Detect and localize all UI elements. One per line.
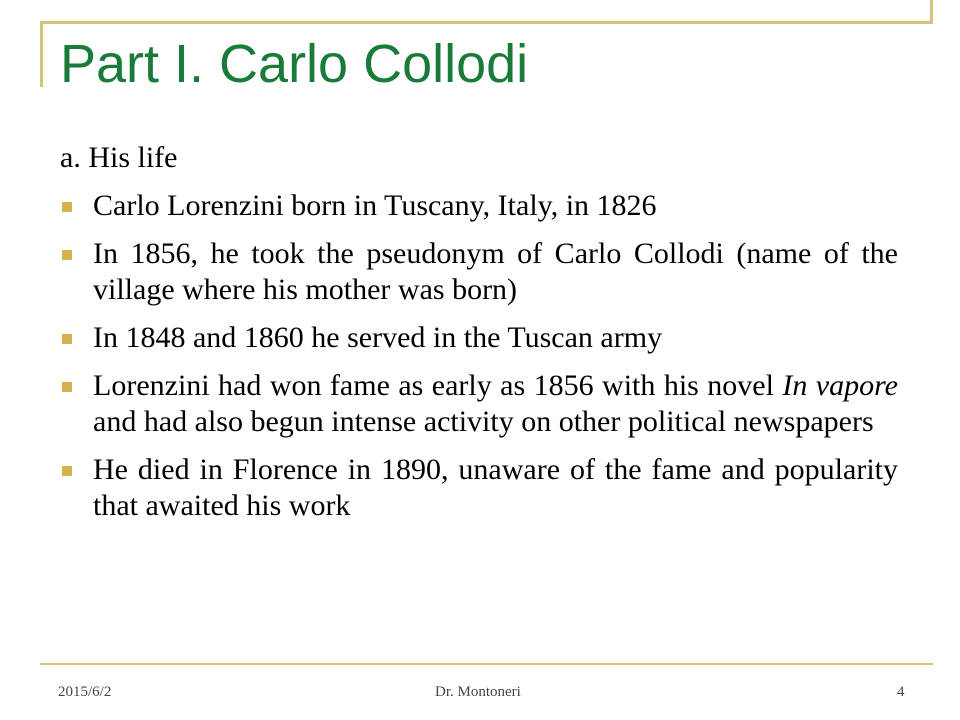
frame-top-border [40, 21, 933, 24]
bullet-text: He died in Florence in 1890, unaware of the fame and popularity that awaited his work [93, 453, 898, 522]
bullet-text: Carlo Lorenzini born in Tuscany, Italy, in 1826 [93, 189, 657, 222]
bullet-text: In 1848 and 1860 he served in the Tuscan army [93, 321, 663, 354]
slide-content [60, 140, 898, 536]
bullet-square-icon [62, 466, 72, 476]
footer-author: Dr. Montoneri [435, 684, 521, 700]
bullet-list [60, 188, 898, 524]
page-number: 4 [897, 684, 905, 700]
bullet-square-icon [62, 334, 72, 344]
frame-left-border [40, 21, 43, 87]
bullet-square-icon [62, 382, 72, 392]
bullet-square-icon [62, 202, 72, 212]
bullet-item [60, 236, 898, 308]
bullet-item [60, 188, 898, 224]
bullet-text-before: Lorenzini had won fame as early as 1856 with his novel [93, 369, 783, 402]
slide-title: Part I. Carlo Collodi [60, 34, 529, 94]
frame-right-border [930, 0, 933, 24]
bullet-item [60, 320, 898, 356]
bullet-item [60, 368, 898, 440]
section-subhead: a. His life [60, 141, 178, 174]
bullet-square-icon [62, 250, 72, 260]
bullet-item [60, 452, 898, 524]
footer-divider [40, 663, 933, 665]
bullet-text-after: and had also begun intense activity on other political newspapers [93, 405, 874, 438]
novel-title: In vapore [782, 369, 899, 402]
bullet-text: In 1856, he took the pseudonym of Carlo Collodi (name of the village where his mother was born) [93, 237, 898, 306]
footer-date: 2015/6/2 [58, 684, 112, 700]
